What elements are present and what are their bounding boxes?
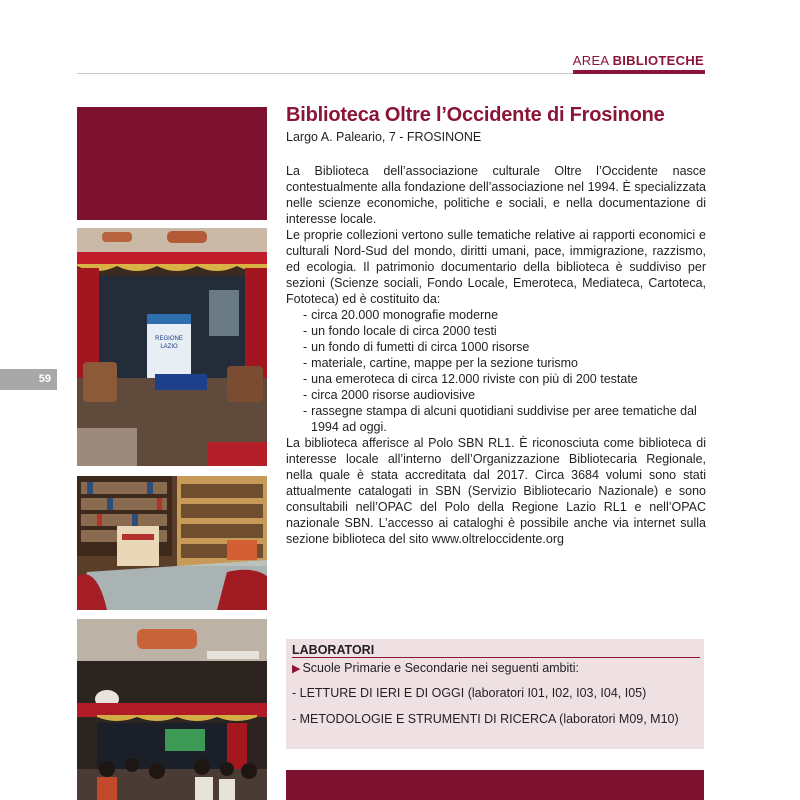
holding-text: un fondo locale di circa 2000 testi bbox=[311, 324, 497, 338]
stage-sign-line-1: REGIONE bbox=[155, 336, 183, 342]
laboratori-intro bbox=[292, 661, 579, 675]
triangle-arrow-icon: ▶ bbox=[292, 663, 301, 675]
list-item: - circa 2000 risorse audiovisive bbox=[303, 388, 476, 402]
list-item: - materiale, cartine, mappe per la sezione turismo bbox=[303, 356, 578, 370]
photo-library-reading-room bbox=[77, 476, 267, 610]
decorative-maroon-block-top bbox=[77, 107, 267, 220]
holding-text: circa 20.000 monografie moderne bbox=[311, 308, 499, 322]
list-item: - un fondo di fumetti di circa 1000 risorse bbox=[303, 340, 530, 354]
laboratori-box bbox=[286, 639, 704, 749]
library-description bbox=[286, 163, 706, 547]
section-header-bold: BIBLIOTECHE bbox=[612, 53, 704, 68]
holding-text: circa 2000 risorse audiovisive bbox=[311, 388, 476, 402]
photo-theatre-stage bbox=[77, 228, 267, 466]
header-accent-bar bbox=[573, 70, 705, 74]
holdings-list bbox=[286, 307, 706, 435]
section-header bbox=[573, 53, 704, 68]
laboratori-rule bbox=[292, 657, 700, 658]
section-header-light: AREA bbox=[572, 53, 613, 68]
library-title: Biblioteca Oltre l’Occidente di Frosinone bbox=[286, 104, 665, 126]
holding-text: una emeroteca di circa 12.000 riviste con più di 200 testate bbox=[311, 372, 638, 386]
photo-event-audience bbox=[77, 619, 267, 800]
decorative-maroon-block-bottom bbox=[286, 770, 704, 800]
closing-paragraph: La biblioteca afferisce al Polo SBN RL1. È riconosciuta come biblioteca di interesse locale all’interno dell’Organizzazione Bibliotecaria Regionale, nella quale è stata accreditata dal 2017. Circa 3684 volumi sono stati attualmente catalogati in SBN (Servizio Bibliotecario Nazionale) e sono consultabili nell’OPAC del Polo della Regione Lazio RL1 e nell’OPAC nazionale SBN. L’accesso ai cataloghi è possibile anche via internet sulla sezione biblioteca del sito www.oltreloccidente.org bbox=[286, 436, 706, 546]
page-number: 59 bbox=[0, 369, 57, 390]
list-item: - rassegne stampa di alcuni quotidiani suddivise per aree tematiche dal 1994 ad oggi. bbox=[303, 404, 697, 434]
laboratori-item-1: - LETTURE DI IERI E DI OGGI (laboratori I01, I02, I03, I04, I05) bbox=[292, 686, 647, 700]
laboratori-title: LABORATORI bbox=[292, 643, 375, 657]
list-item: - circa 20.000 monografie moderne bbox=[303, 308, 499, 322]
list-item: - una emeroteca di circa 12.000 riviste con più di 200 testate bbox=[303, 372, 638, 386]
library-address: Largo A. Paleario, 7 - FROSINONE bbox=[286, 130, 482, 144]
holding-text: materiale, cartine, mappe per la sezione turismo bbox=[311, 356, 578, 370]
intro-paragraph-1: La Biblioteca dell’associazione culturale Oltre l’Occidente nasce contestualmente alla fondazione dell’associazione nel 1994. È specializzata nelle scienze economiche, politiche e sociali, e nella documentazione di interesse locale. bbox=[286, 164, 706, 226]
laboratori-item-2: - METODOLOGIE E STRUMENTI DI RICERCA (laboratori M09, M10) bbox=[292, 712, 679, 726]
holding-text: un fondo di fumetti di circa 1000 risorse bbox=[311, 340, 530, 354]
laboratori-intro-text: Scuole Primarie e Secondarie nei seguenti ambiti: bbox=[302, 661, 580, 675]
stage-sign-line-2: LAZIO bbox=[160, 344, 178, 350]
intro-paragraph-2: Le proprie collezioni vertono sulle tematiche relative ai rapporti economici e culturali Nord-Sud del mondo, diritti umani, pace, immigrazione, razzismo, ed ecologia. Il patrimonio documentario della biblioteca è suddiviso per sezioni (Scienze sociali, Fondo Locale, Emeroteca, Mediateca, Cartoteca, Fototeca) ed è costituito da: bbox=[286, 228, 706, 306]
holding-text: rassegne stampa di alcuni quotidiani suddivise per aree tematiche dal 1994 ad oggi. bbox=[311, 404, 697, 434]
list-item: - un fondo locale di circa 2000 testi bbox=[303, 324, 497, 338]
